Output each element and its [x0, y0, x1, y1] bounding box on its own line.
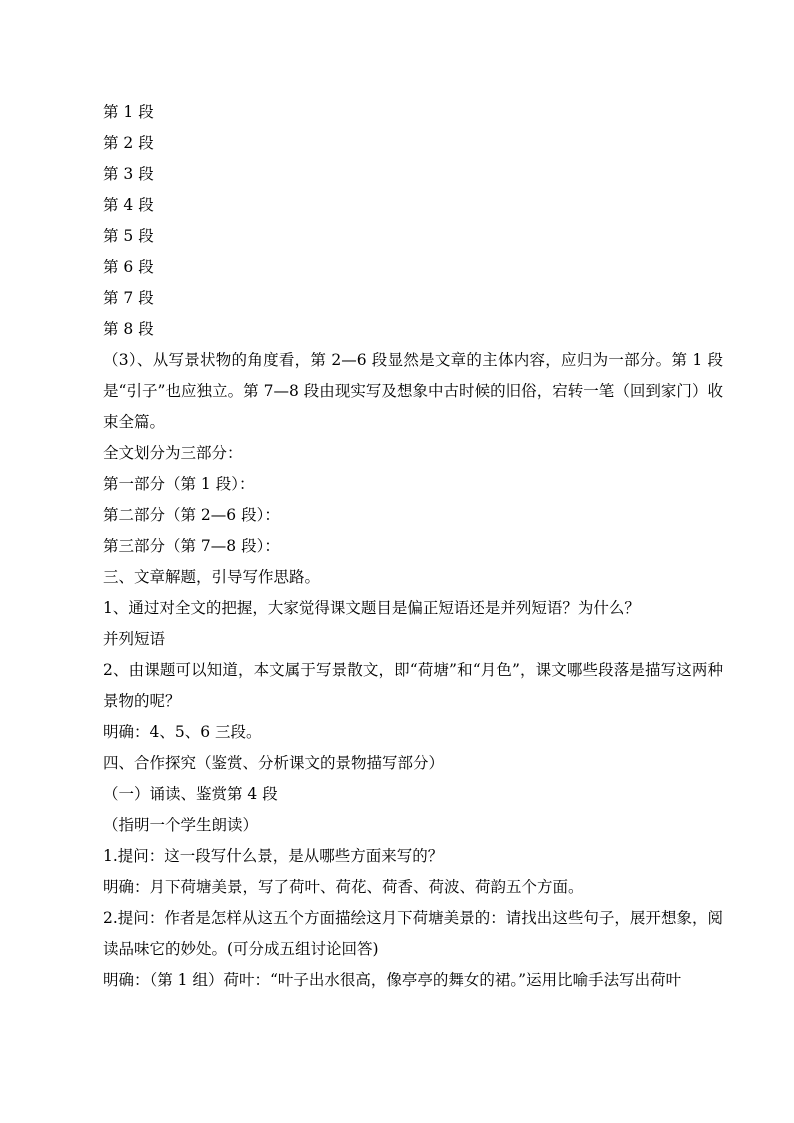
question-three: 1.提问：这一段写什么景，是从哪些方面来写的？	[103, 847, 444, 865]
part-one: 第一部分（第 1 段）：	[103, 475, 255, 493]
segment-line-4: 第 4 段	[103, 196, 154, 214]
segment-line-1: 第 1 段	[103, 103, 154, 121]
question-two: 2、由课题可以知道，本文属于写景散文，即“荷塘”和“月色”，课文哪些段落是描写这两种景物的呢？	[103, 661, 723, 710]
answer-two: 明确：4、5、6 三段。	[103, 723, 262, 741]
segment-line-8: 第 8 段	[103, 320, 154, 338]
answer-four: 明确：（第 1 组）荷叶：“叶子出水很高，像亭亭的舞女的裙。”运用比喻手法写出荷叶	[103, 971, 682, 989]
segment-line-5: 第 5 段	[103, 227, 154, 245]
segment-line-7: 第 7 段	[103, 289, 154, 307]
question-four: 2.提问：作者是怎样从这五个方面描绘这月下荷塘美景的：请找出这些句子，展开想象，阅读品味它的妙处。(可分成五组讨论回答)	[103, 909, 723, 958]
segment-line-3: 第 3 段	[103, 165, 154, 183]
segment-line-6: 第 6 段	[103, 258, 154, 276]
section-four-heading: 四、合作探究（鉴赏、分析课文的景物描写部分）	[103, 754, 445, 772]
reading-note: （指明一个学生朗读）	[103, 816, 259, 834]
division-intro: 全文划分为三部分：	[103, 444, 243, 462]
section-three-heading: 三、文章解题，引导写作思路。	[103, 568, 321, 586]
document-body	[103, 97, 723, 996]
paragraph-division-reasoning: （3）、从写景状物的角度看，第 2—6 段显然是文章的主体内容，应归为一部分。第 1 段是“引子”也应独立。第 7—8 段由现实写及想象中古时候的旧俗，宕转一笔（回到家门）收束全篇。	[103, 351, 723, 431]
segment-line-2: 第 2 段	[103, 134, 154, 152]
subsection-one-heading: （一）诵读、鉴赏第 4 段	[103, 785, 278, 803]
part-three: 第三部分（第 7—8 段）：	[103, 537, 280, 555]
part-two: 第二部分（第 2—6 段）：	[103, 506, 280, 524]
answer-three: 明确：月下荷塘美景，写了荷叶、荷花、荷香、荷波、荷韵五个方面。	[103, 878, 584, 896]
question-one: 1、通过对全文的把握，大家觉得课文题目是偏正短语还是并列短语？为什么？	[103, 599, 640, 617]
answer-one: 并列短语	[103, 630, 166, 648]
